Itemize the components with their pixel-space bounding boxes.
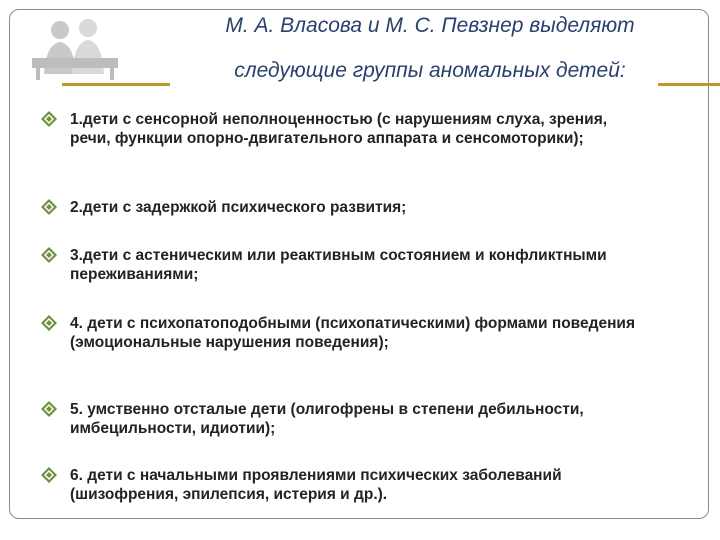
list-item [40, 466, 640, 504]
diamond-bullet-icon [40, 110, 58, 128]
list-item-text: 3.дети с астеническим или реактивным состоянием и конфликтными переживаниями; [70, 247, 607, 283]
list-item [40, 110, 640, 148]
diamond-bullet-icon [40, 400, 58, 418]
list-item-text: 6. дети с начальными проявлениями психических заболеваний (шизофрения, эпилепсия, истерия и др.). [70, 467, 562, 503]
diamond-bullet-icon [40, 198, 58, 216]
people-silhouette-logo-icon [22, 14, 130, 82]
list-item [40, 246, 640, 284]
slide-title-line-1: М. А. Власова и М. С. Певзнер выделяют [225, 14, 635, 37]
list-item [40, 400, 640, 438]
diamond-bullet-icon [40, 466, 58, 484]
title-underline-right [658, 83, 720, 86]
list-item [40, 314, 640, 352]
title-underline-left [62, 83, 170, 86]
list-item [40, 198, 640, 217]
list-item-text: 2.дети с задержкой психического развития; [70, 199, 407, 216]
diamond-bullet-icon [40, 314, 58, 332]
list-item-text: 4. дети с психопатоподобными (психопатическими) формами поведения (эмоциональные нарушения поведения); [70, 315, 636, 351]
list-item-text: 1.дети с сенсорной неполноценностью (с нарушениям слуха, зрения, речи, функции опорно-двигательного аппарата и сенсомоторики); [70, 111, 608, 147]
slide-title-line-2: следующие группы аномальных детей: [234, 59, 626, 82]
diamond-bullet-icon [40, 246, 58, 264]
list-item-text: 5. умственно отсталые дети (олигофрены в степени дебильности, имбецильности, идиотии); [70, 401, 584, 437]
